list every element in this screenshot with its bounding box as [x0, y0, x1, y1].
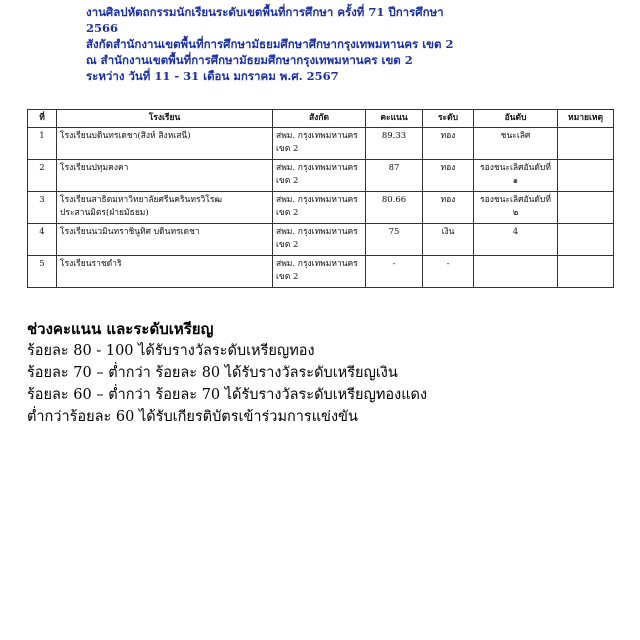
score-criteria — [27, 318, 627, 428]
table-row — [28, 192, 614, 224]
column-header-school: โรงเรียน — [57, 110, 273, 128]
column-header-score: คะแนน — [366, 110, 423, 128]
criteria-heading: ช่วงคะแนน และระดับเหรียญ — [27, 320, 214, 338]
cell-affiliation: สพม. กรุงเทพมหานคร เขต 2 — [273, 128, 366, 160]
cell-rank: 4 — [474, 224, 558, 256]
cell-no: 5 — [28, 256, 57, 288]
header-date: ระหว่าง วันที่ 11 - 31 เดือน มกราคม พ.ศ. 2567 — [86, 69, 339, 83]
table-row — [28, 256, 614, 288]
cell-school: โรงเรียนปทุมคงคา — [57, 160, 273, 192]
cell-note — [558, 160, 614, 192]
cell-rank: ชนะเลิศ — [474, 128, 558, 160]
cell-no: 2 — [28, 160, 57, 192]
cell-no: 3 — [28, 192, 57, 224]
column-header-rank: อันดับ — [474, 110, 558, 128]
cell-level: ทอง — [423, 128, 474, 160]
criteria-silver: ร้อยละ 70 – ต่ำกว่า ร้อยละ 80 ได้รับรางวัลระดับเหรียญเงิน — [27, 365, 398, 381]
header-venue: ณ สำนักงานเขตพื้นที่การศึกษามัธยมศึกษากรุงเทพมหานคร เขต 2 — [86, 53, 413, 67]
cell-affiliation: สพม. กรุงเทพมหานคร เขต 2 — [273, 224, 366, 256]
column-header-affiliation: สังกัด — [273, 110, 366, 128]
cell-note — [558, 192, 614, 224]
header-title: งานศิลปหัตถกรรมนักเรียนระดับเขตพื้นที่การศึกษา ครั้งที่ 71 ปีการศึกษา — [86, 5, 444, 19]
cell-affiliation: สพม. กรุงเทพมหานคร เขต 2 — [273, 160, 366, 192]
cell-rank: รองชนะเลิศอันดับที่ ๒ — [474, 192, 558, 224]
cell-rank — [474, 256, 558, 288]
cell-note — [558, 128, 614, 160]
header-affiliation: สังกัดสำนักงานเขตพื้นที่การศึกษามัธยมศึกษาศึกษากรุงเทพมหานคร เขต 2 — [86, 37, 454, 51]
cell-note — [558, 256, 614, 288]
cell-affiliation: สพม. กรุงเทพมหานคร เขต 2 — [273, 256, 366, 288]
table-row — [28, 128, 614, 160]
cell-score: 87 — [366, 160, 423, 192]
table-row — [28, 224, 614, 256]
cell-school: โรงเรียนราชดำริ — [57, 256, 273, 288]
cell-note — [558, 224, 614, 256]
criteria-participation: ต่ำกว่าร้อยละ 60 ได้รับเกียรติบัตรเข้าร่วมการแข่งขัน — [27, 409, 358, 425]
cell-school: โรงเรียนนวมินทราชินูทิศ บดินทรเดชา — [57, 224, 273, 256]
cell-score: - — [366, 256, 423, 288]
column-header-note: หมายเหตุ — [558, 110, 614, 128]
cell-level: ทอง — [423, 160, 474, 192]
results-table — [27, 109, 614, 288]
criteria-bronze: ร้อยละ 60 – ต่ำกว่า ร้อยละ 70 ได้รับรางวัลระดับเหรียญทองแดง — [27, 387, 428, 403]
cell-level: - — [423, 256, 474, 288]
cell-score: 80.66 — [366, 192, 423, 224]
cell-level: เงิน — [423, 224, 474, 256]
cell-no: 1 — [28, 128, 57, 160]
cell-affiliation: สพม. กรุงเทพมหานคร เขต 2 — [273, 192, 366, 224]
cell-score: 75 — [366, 224, 423, 256]
header-year: 2566 — [86, 21, 119, 35]
cell-no: 4 — [28, 224, 57, 256]
criteria-gold: ร้อยละ 80 - 100 ได้รับรางวัลระดับเหรียญทอง — [27, 343, 315, 359]
table-row — [28, 160, 614, 192]
cell-school: โรงเรียนสาธิตมหาวิทยาลัยศรีนครินทรวิโรฒ ประสานมิตร(ฝ่ายมัธยม) — [57, 192, 273, 224]
table-header-row — [28, 110, 614, 128]
column-header-no: ที่ — [28, 110, 57, 128]
document-header — [86, 4, 626, 84]
cell-level: ทอง — [423, 192, 474, 224]
column-header-level: ระดับ — [423, 110, 474, 128]
cell-score: 89.33 — [366, 128, 423, 160]
cell-rank: รองชนะเลิศอันดับที่ ๑ — [474, 160, 558, 192]
cell-school: โรงเรียนบดินทรเดชา(สิงห์ สิงหเสนี) — [57, 128, 273, 160]
